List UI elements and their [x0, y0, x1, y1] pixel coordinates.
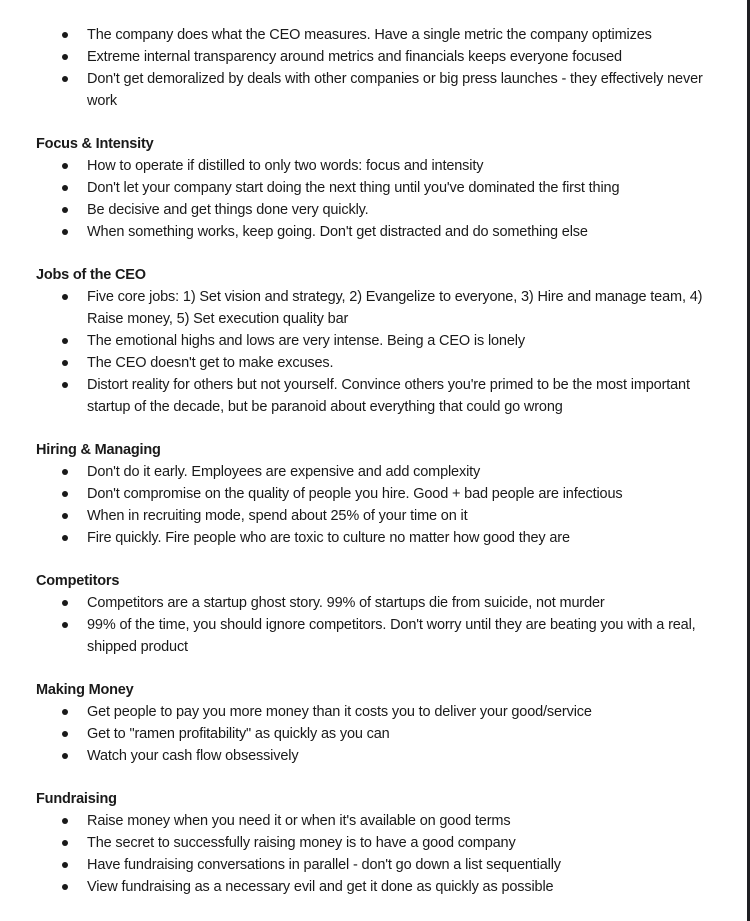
bullet-list	[36, 286, 706, 418]
list-item	[36, 810, 706, 832]
list-item	[36, 723, 706, 745]
bullet-icon	[62, 469, 68, 475]
list-item-text: Don't let your company start doing the next thing until you've dominated the first thing	[87, 180, 620, 196]
list-item-text: Don't compromise on the quality of people you hire. Good + bad people are infectious	[87, 486, 623, 502]
bullet-list	[36, 810, 706, 898]
list-item	[36, 876, 706, 898]
section-fundraising	[36, 788, 706, 898]
section-hiring-managing	[36, 439, 706, 549]
list-item-text: Be decisive and get things done very quickly.	[87, 202, 369, 218]
list-item-text: How to operate if distilled to only two words: focus and intensity	[87, 158, 484, 174]
bullet-icon	[62, 32, 68, 38]
list-item-text: View fundraising as a necessary evil and get it done as quickly as possible	[87, 879, 554, 895]
bullet-icon	[62, 491, 68, 497]
section-heading: Competitors	[36, 573, 120, 589]
list-item	[36, 483, 706, 505]
list-item-text: Extreme internal transparency around metrics and financials keeps everyone focused	[87, 49, 622, 65]
list-item	[36, 592, 706, 614]
list-item	[36, 155, 706, 177]
bullet-icon	[62, 54, 68, 60]
list-item	[36, 854, 706, 876]
list-item	[36, 832, 706, 854]
list-item-text: Get people to pay you more money than it costs you to deliver your good/service	[87, 704, 592, 720]
section-jobs-of-the-ceo	[36, 264, 706, 418]
bullet-list	[36, 155, 706, 243]
bullet-icon	[62, 862, 68, 868]
bullet-list	[36, 701, 706, 767]
list-item-text: The company does what the CEO measures. Have a single metric the company optimizes	[87, 27, 652, 43]
list-item	[36, 745, 706, 767]
list-item-text: Don't do it early. Employees are expensive and add complexity	[87, 464, 481, 480]
list-item	[36, 614, 706, 658]
list-item-text: Competitors are a startup ghost story. 99% of startups die from suicide, not murder	[87, 595, 605, 611]
bullet-icon	[62, 338, 68, 344]
section-heading: Fundraising	[36, 791, 117, 807]
list-item	[36, 461, 706, 483]
list-item	[36, 177, 706, 199]
list-item-text: When something works, keep going. Don't get distracted and do something else	[87, 224, 588, 240]
list-item	[36, 68, 706, 112]
bullet-icon	[62, 731, 68, 737]
list-item	[36, 374, 706, 418]
bullet-icon	[62, 622, 68, 628]
section-focus-intensity	[36, 133, 706, 243]
document-body	[36, 24, 706, 919]
list-item-text: 99% of the time, you should ignore competitors. Don't worry until they are beating you with a real, shipped product	[87, 617, 696, 655]
bullet-icon	[62, 382, 68, 388]
list-item	[36, 527, 706, 549]
list-item	[36, 286, 706, 330]
list-item-text: When in recruiting mode, spend about 25% of your time on it	[87, 508, 468, 524]
list-item	[36, 352, 706, 374]
list-item	[36, 24, 706, 46]
bullet-icon	[62, 884, 68, 890]
list-item-text: Watch your cash flow obsessively	[87, 748, 299, 764]
bullet-icon	[62, 818, 68, 824]
bullet-icon	[62, 185, 68, 191]
bullet-icon	[62, 163, 68, 169]
bullet-icon	[62, 207, 68, 213]
list-item-text: The CEO doesn't get to make excuses.	[87, 355, 334, 371]
section-competitors	[36, 570, 706, 658]
list-item-text: Don't get demoralized by deals with other companies or big press launches - they effectively never work	[87, 71, 703, 109]
section-making-money	[36, 679, 706, 767]
section-heading: Hiring & Managing	[36, 442, 161, 458]
bullet-icon	[62, 840, 68, 846]
list-item-text: Have fundraising conversations in parallel - don't go down a list sequentially	[87, 857, 561, 873]
list-item-text: The secret to successfully raising money is to have a good company	[87, 835, 516, 851]
bullet-icon	[62, 360, 68, 366]
section-metrics	[36, 24, 706, 112]
bullet-list	[36, 24, 706, 112]
bullet-icon	[62, 535, 68, 541]
bullet-icon	[62, 229, 68, 235]
bullet-icon	[62, 294, 68, 300]
section-heading: Making Money	[36, 682, 134, 698]
bullet-icon	[62, 709, 68, 715]
bullet-icon	[62, 76, 68, 82]
bullet-list	[36, 592, 706, 658]
section-heading: Focus & Intensity	[36, 136, 154, 152]
list-item-text: Get to "ramen profitability" as quickly as you can	[87, 726, 390, 742]
list-item	[36, 199, 706, 221]
section-heading: Jobs of the CEO	[36, 267, 146, 283]
bullet-icon	[62, 600, 68, 606]
list-item	[36, 221, 706, 243]
list-item	[36, 330, 706, 352]
list-item	[36, 46, 706, 68]
bullet-icon	[62, 753, 68, 759]
list-item-text: Fire quickly. Fire people who are toxic to culture no matter how good they are	[87, 530, 570, 546]
list-item	[36, 701, 706, 723]
bullet-icon	[62, 513, 68, 519]
list-item-text: Five core jobs: 1) Set vision and strategy, 2) Evangelize to everyone, 3) Hire and manage team, 4) Raise money, 5) Set execution quality bar	[87, 289, 703, 327]
list-item-text: The emotional highs and lows are very intense. Being a CEO is lonely	[87, 333, 525, 349]
list-item-text: Raise money when you need it or when it's available on good terms	[87, 813, 511, 829]
bullet-list	[36, 461, 706, 549]
list-item-text: Distort reality for others but not yourself. Convince others you're primed to be the most important startup of the decade, but be paranoid about everything that could go wrong	[87, 377, 690, 415]
list-item	[36, 505, 706, 527]
